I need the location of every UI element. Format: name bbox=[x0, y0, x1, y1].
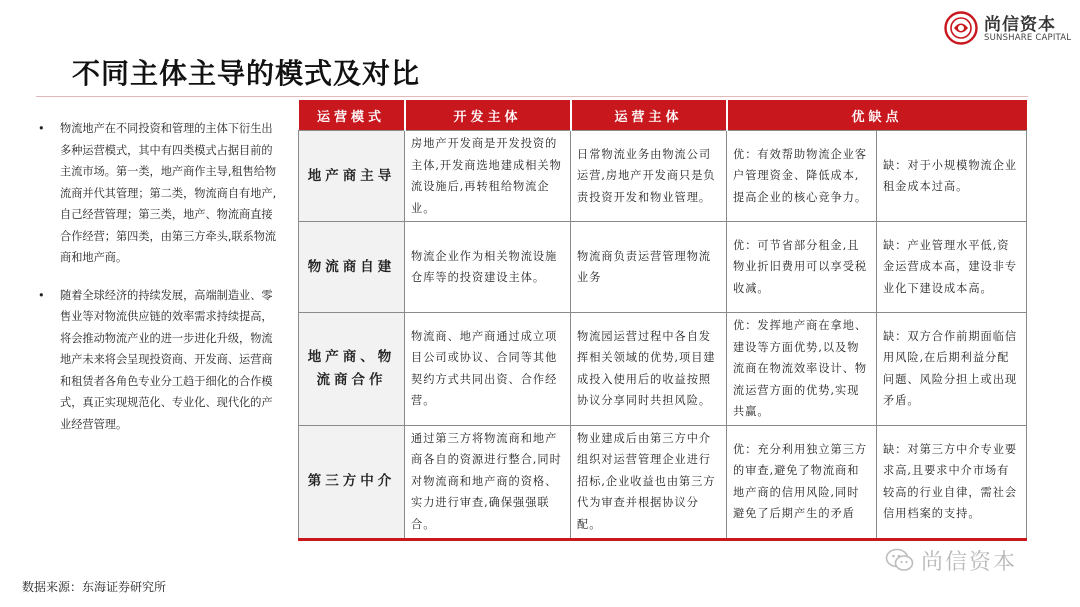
comparison-table bbox=[298, 100, 1027, 541]
row-mode: 地产商主导 bbox=[299, 131, 405, 222]
header-mode: 运营模式 bbox=[299, 100, 405, 131]
header-operator: 运营主体 bbox=[571, 100, 727, 131]
table-header-row bbox=[299, 100, 1027, 131]
table-row bbox=[299, 222, 1027, 313]
brand-logo bbox=[944, 9, 1074, 49]
bullet-list bbox=[38, 118, 278, 451]
table-row bbox=[299, 313, 1027, 426]
cell-developer: 物流商、地产商通过成立项目公司或协议、合同等其他契约方式共同出资、合作经营。 bbox=[405, 313, 571, 426]
cell-operator: 物业建成后由第三方中介组织对运营管理企业进行招标,企业收益也由第三方代为审查并根据协议分配。 bbox=[571, 425, 727, 539]
bullet-text: 物流地产在不同投资和管理的主体下衍生出多种运营模式，其中有四类模式占据目前的主流市场。第一类，地产商作主导,租售给物流商并代其管理；第二类，物流商自有地产,自己经营管理；第三类，地产、物流商直接合作经营；第四类，由第三方牵头,联系物流商和地产商。 bbox=[60, 122, 277, 264]
bullet-text: 随着全球经济的持续发展，高端制造业、零售业等对物流供应链的效率需求持续提高，将会推动物流产业的进一步进化升级，物流地产未来将会呈现投资商、开发商、运营商和租赁者各角色专业分工趋于细化的合作模式，真正实现规范化、专业化、现代化的产业经营管理。 bbox=[60, 288, 273, 431]
row-mode: 地产商、物流商合作 bbox=[299, 313, 405, 426]
list-item bbox=[38, 118, 278, 269]
bullet-dot: • bbox=[38, 122, 45, 135]
cell-pros: 优：可节省部分租金,且物业折旧费用可以享受税收减。 bbox=[727, 222, 877, 313]
cell-operator: 物流商负责运营管理物流业务 bbox=[571, 222, 727, 313]
cell-developer: 物流企业作为相关物流设施仓库等的投资建设主体。 bbox=[405, 222, 571, 313]
cell-cons: 缺：双方合作前期面临信用风险,在后期利益分配问题、风险分担上或出现矛盾。 bbox=[877, 313, 1027, 426]
brand-seal-icon bbox=[944, 11, 978, 45]
cell-operator: 物流园运营过程中各自发挥相关领域的优势,项目建成投入使用后的收益按照协议分享同时共担风险。 bbox=[571, 313, 727, 426]
list-item bbox=[38, 285, 278, 436]
cell-pros: 优：充分利用独立第三方的审查,避免了物流商和地产商的信用风险,同时避免了后期产生的矛盾 bbox=[727, 425, 877, 539]
cell-pros: 优：有效帮助物流企业客户管理资金、降低成本,提高企业的核心竞争力。 bbox=[727, 131, 877, 222]
cell-pros: 优：发挥地产商在拿地、建设等方面优势,以及物流商在物流效率设计、物流运营方面的优势,实现共赢。 bbox=[727, 313, 877, 426]
title-divider bbox=[36, 96, 1028, 97]
page-title: 不同主体主导的模式及对比 bbox=[72, 57, 421, 90]
watermark bbox=[885, 543, 1055, 579]
cell-developer: 房地产开发商是开发投资的主体,开发商选地建成相关物流设施后,再转租给物流企业。 bbox=[405, 131, 571, 222]
brand-name-en: SUNSHARE CAPITAL bbox=[984, 33, 1072, 43]
table-row bbox=[299, 425, 1027, 539]
table-row bbox=[299, 131, 1027, 222]
brand-name-cn: 尚信资本 bbox=[984, 15, 1056, 35]
wechat-icon bbox=[885, 547, 915, 573]
row-mode: 物流商自建 bbox=[299, 222, 405, 313]
header-developer: 开发主体 bbox=[405, 100, 571, 131]
cell-cons: 缺：产业管理水平低,资金运营成本高，建设非专业化下建设成本高。 bbox=[877, 222, 1027, 313]
watermark-text: 尚信资本 bbox=[921, 550, 1018, 575]
data-source: 数据来源：东海证券研究所 bbox=[22, 580, 167, 594]
cell-developer: 通过第三方将物流商和地产商各自的资源进行整合,同时对物流商和地产商的资格、实力进行审查,确保强强联合。 bbox=[405, 425, 571, 539]
cell-cons: 缺：对于小规模物流企业租金成本过高。 bbox=[877, 131, 1027, 222]
header-pros-cons: 优缺点 bbox=[727, 100, 1027, 131]
cell-cons: 缺：对第三方中介专业要求高,且要求中介市场有较高的行业自律，需社会信用档案的支持。 bbox=[877, 425, 1027, 539]
cell-operator: 日常物流业务由物流公司运营,房地产开发商只是负责投资开发和物业管理。 bbox=[571, 131, 727, 222]
row-mode: 第三方中介 bbox=[299, 425, 405, 539]
bullet-dot: • bbox=[38, 288, 45, 302]
